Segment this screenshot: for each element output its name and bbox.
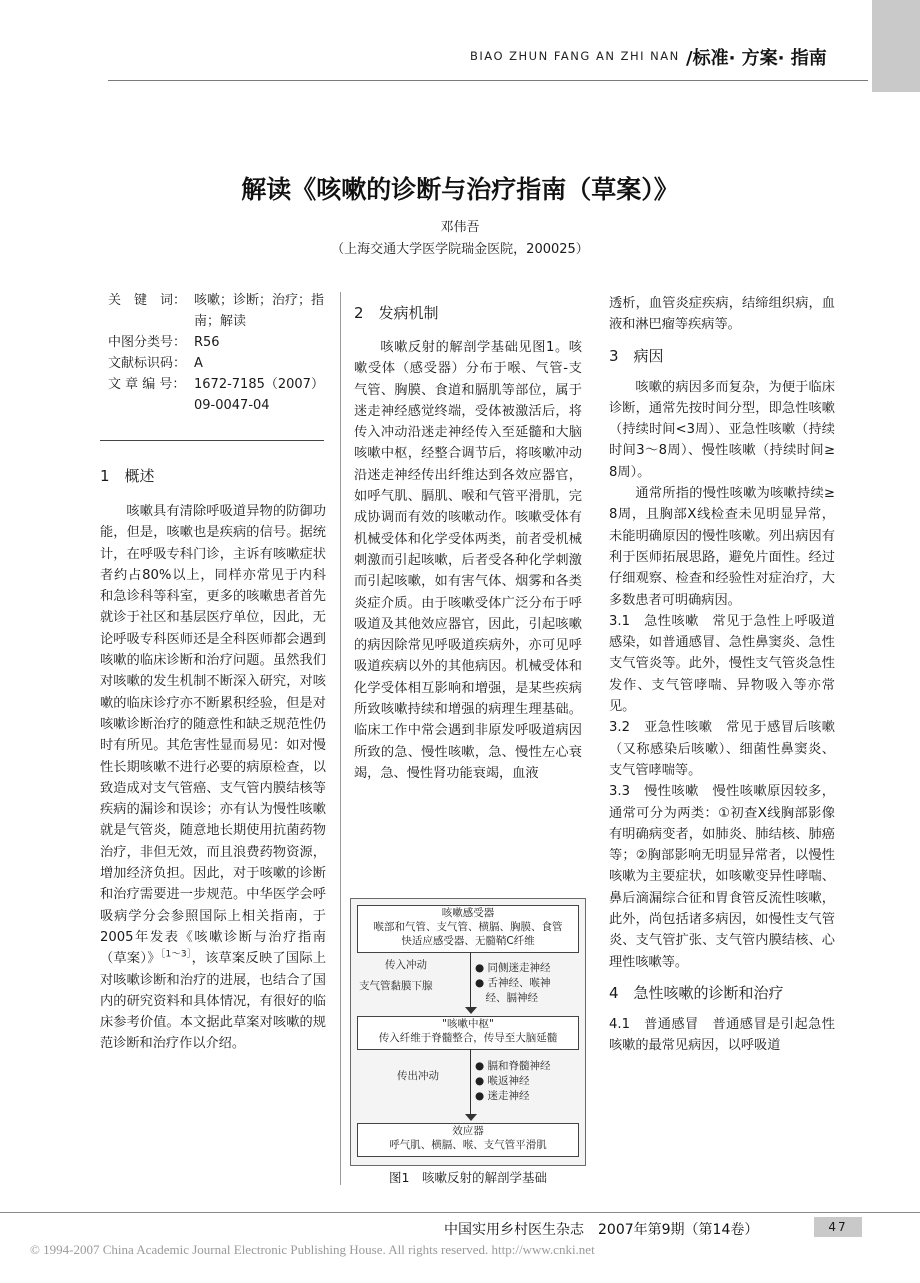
running-header-separator: / <box>686 48 693 69</box>
subsection-3-2: 3.2 亚急性咳嗽 常见于感冒后咳嗽（又称感染后咳嗽）、细菌性鼻窦炎、支气管哮喘等。 <box>609 720 835 778</box>
efferent-arrow <box>470 1049 471 1115</box>
running-header-pinyin <box>470 49 680 63</box>
meta-label: 中图分类号： <box>108 335 187 350</box>
continued-paragraph: 透析，血管炎症疾病，结缔组织病，血液和淋巴瘤等疾病等。 <box>609 296 835 333</box>
metadata-rule <box>100 440 324 441</box>
figure-1 <box>350 898 586 1166</box>
meta-value: R56 <box>194 335 220 350</box>
meta-value: A <box>194 356 203 371</box>
meta-label: 文 章 编 号： <box>108 377 186 392</box>
afferent-arrow <box>470 952 471 1008</box>
column-2 <box>354 303 582 784</box>
section-1-heading: 1 概述 <box>100 467 155 485</box>
header-rule <box>108 80 868 81</box>
running-header-chinese <box>686 44 827 70</box>
meta-value: 1672-7185（2007）09-0047-04 <box>194 377 324 413</box>
section-3-paragraph: 通常所指的慢性咳嗽为咳嗽持续≥ 8周，且胸部X线检查未见明显异常，未能明确原因的慢性咳嗽。列出病因有利于医师拓展思路，避免片面性。经过仔细观察、检查和经验性对症治疗，大多数患者可明确病因。 <box>609 486 835 608</box>
page-number: 47 <box>814 1217 862 1237</box>
column-3 <box>609 293 835 1057</box>
column-1 <box>100 466 326 1055</box>
article-author: 邓伟吾 <box>440 220 480 235</box>
effector-box-line: 呼气肌、横膈、喉、支气管平滑肌 <box>389 1139 547 1151</box>
corner-tab <box>872 0 920 92</box>
efferent-label: 传出冲动 <box>397 1070 439 1082</box>
mucosa-label: 支气管黏膜下腺 <box>359 980 433 992</box>
running-header-chinese-text: 标准· 方案· 指南 <box>692 48 827 69</box>
efferent-arrowhead <box>465 1114 477 1121</box>
running-header-pinyin-text: BIAO ZHUN FANG AN ZHI NAN <box>470 49 680 63</box>
receptor-box-line: 快适应感受器、无髓鞘C纤维 <box>401 935 535 947</box>
subsection-3-3: 3.3 慢性咳嗽 慢性咳嗽原因较多，通常可分为两类：①初查X线胸部影像有明确病变者，如肺炎、肺结核、肺癌等；②胸部影响无明显异常者，以慢性咳嗽为主要症状，如咳嗽变异性哮喘、鼻后滴漏综合征和胃食管反流性咳嗽，此外，尚包括诸多病因，如慢性支气管炎、支气管扩张、支气管内膜结核、心理性咳嗽等。 <box>609 784 835 970</box>
article-metadata <box>108 290 326 416</box>
column-divider <box>340 292 341 1185</box>
article-affiliation: （上海交通大学医学院瑞金医院，200025） <box>331 242 589 257</box>
effector-box <box>357 1123 579 1157</box>
section-3-heading: 3 病因 <box>609 346 664 365</box>
meta-value: 咳嗽；诊断；治疗；指南；解读 <box>194 293 325 329</box>
section-4-heading: 4 急性咳嗽的诊断和治疗 <box>609 983 784 1002</box>
meta-document-code <box>108 353 326 374</box>
section-3-paragraph: 咳嗽的病因多而复杂，为便于临床诊断，通常先按时间分型，即急性咳嗽（持续时间<3周）、亚急性咳嗽（持续时间3～8周）、慢性咳嗽（持续时间≥ 8周）。 <box>609 379 835 480</box>
efferent-nerve: ● 迷走神经 <box>475 1090 530 1102</box>
section-2-paragraph: 咳嗽反射的解剖学基础见图1。咳嗽受体（感受器）分布于喉、气管-支气管、胸膜、食道和膈肌等部位，属于迷走神经感觉终端，受体被激活后，将传入冲动沿迷走神经传入至延髓和大脑咳嗽中枢，经整合调节后，将咳嗽冲动沿迷走神经传出纤维达到各效应器官，如呼气肌、膈肌、喉和气管平滑肌，完成协调而有效的咳嗽动作。咳嗽受体有机械受体和化学受体两类，前者受机械刺激而引起咳嗽，后者受各种化学刺激而引起咳嗽，如有害气体、烟雾和各类炎症介质。由于咳嗽受体广泛分布于呼吸道及其他效应器官，因此，引起咳嗽的病因除常见呼吸道疾病外，亦可见呼吸道疾病以外的其他病因。机械受体和化学受体相互影响和增强，是某些疾病所致咳嗽持续和增强的病理生理基础。临床工作中常会遇到非原发呼吸道病因所致的急、慢性咳嗽，急、慢性左心衰竭，急、慢性肾功能衰竭，血液 <box>354 340 582 781</box>
cough-center-line: 传入纤维于脊髓整合，传导至大脑延髓 <box>378 1032 558 1044</box>
afferent-nerve: 经、膈神经 <box>475 992 538 1004</box>
section-1-paragraph <box>100 501 326 1055</box>
footer-journal: 中国实用乡村医生杂志 2007年第9期（第14卷） <box>444 1222 759 1238</box>
effector-box-title: 效应器 <box>452 1125 484 1137</box>
figure-caption: 图1 咳嗽反射的解剖学基础 <box>389 1170 547 1185</box>
meta-article-number <box>108 374 326 416</box>
article-title: 解读《咳嗽的诊断与治疗指南（草案）》 <box>241 175 679 204</box>
footer-rule <box>0 1212 920 1213</box>
afferent-nerve: ● 同侧迷走神经 <box>475 962 551 974</box>
cough-center-box <box>357 1016 579 1050</box>
section-1-text-end: ，该草案反映了国际上对咳嗽诊断和治疗的进展，也结合了国内的研究资料和具体情况，有很好的临床参考价值。本文据此草案对咳嗽的规范诊断和治疗作以介绍。 <box>100 951 327 1052</box>
subsection-3-1: 3.1 急性咳嗽 常见于急性上呼吸道感染，如普通感冒、急性鼻窦炎、急性支气管炎等。此外，慢性支气管炎急性发作、支气管哮喘、异物吸入等亦常见。 <box>609 613 835 715</box>
efferent-nerve: ● 喉返神经 <box>475 1075 530 1087</box>
efferent-nerve: ● 膈和脊髓神经 <box>475 1060 551 1072</box>
section-2-heading: 2 发病机制 <box>354 304 439 322</box>
afferent-nerve: ● 舌神经、喉神 <box>475 977 551 989</box>
meta-label: 文献标识码： <box>108 356 187 371</box>
meta-keywords <box>108 290 326 332</box>
afferent-label: 传入冲动 <box>385 959 427 971</box>
meta-label: 关 键 词： <box>108 293 187 308</box>
citation: ［1～3］ <box>160 949 192 960</box>
meta-classification <box>108 332 326 353</box>
receptor-box-title: 咳嗽感受器 <box>441 907 495 919</box>
afferent-arrowhead <box>465 1007 477 1014</box>
subsection-4-1: 4.1 普通感冒 普通感冒是引起急性咳嗽的最常见病因，以呼吸道 <box>609 1016 835 1054</box>
receptor-box <box>357 905 579 953</box>
receptor-box-line: 喉部和气管、支气管、横膈、胸膜、食管 <box>373 921 563 933</box>
section-1-text: 咳嗽具有清除呼吸道异物的防御功能，但是，咳嗽也是疾病的信号。据统计，在呼吸专科门诊，主诉有咳嗽症状者约占80%以上，同样亦常见于内科和急诊科等科室，更多的咳嗽患者首先就诊于社区和基层医疗单位，因此，无论呼吸专科医师还是全科医师都会遇到咳嗽的临床诊断和治疗问题。虽然我们对咳嗽的发生机制不断深入研究，对咳嗽的临床诊疗亦不断累积经验，但是对咳嗽诊断治疗的随意性和缺乏规范性仍时有所见。其危害性显而易见：如对慢性长期咳嗽不进行必要的病原检查，以致造成对支气管癌、支气管内膜结核等疾病的漏诊和误诊；亦有认为慢性咳嗽就是气管炎，随意地长期使用抗菌药物治疗，非但无效，而且浪费药物资源，增加经济负担。因此，对于咳嗽的诊断和治疗需要进一步规范。中华医学会呼吸病学分会参照国际上相关指南，于2005年发表《咳嗽诊断与治疗指南（草案）》 <box>100 504 326 967</box>
copyright-notice: © 1994-2007 China Academic Journal Electronic Publishing House. All rights reserved. http://www.cnki.net <box>30 1242 595 1257</box>
cough-center-title: "咳嗽中枢" <box>442 1018 494 1030</box>
